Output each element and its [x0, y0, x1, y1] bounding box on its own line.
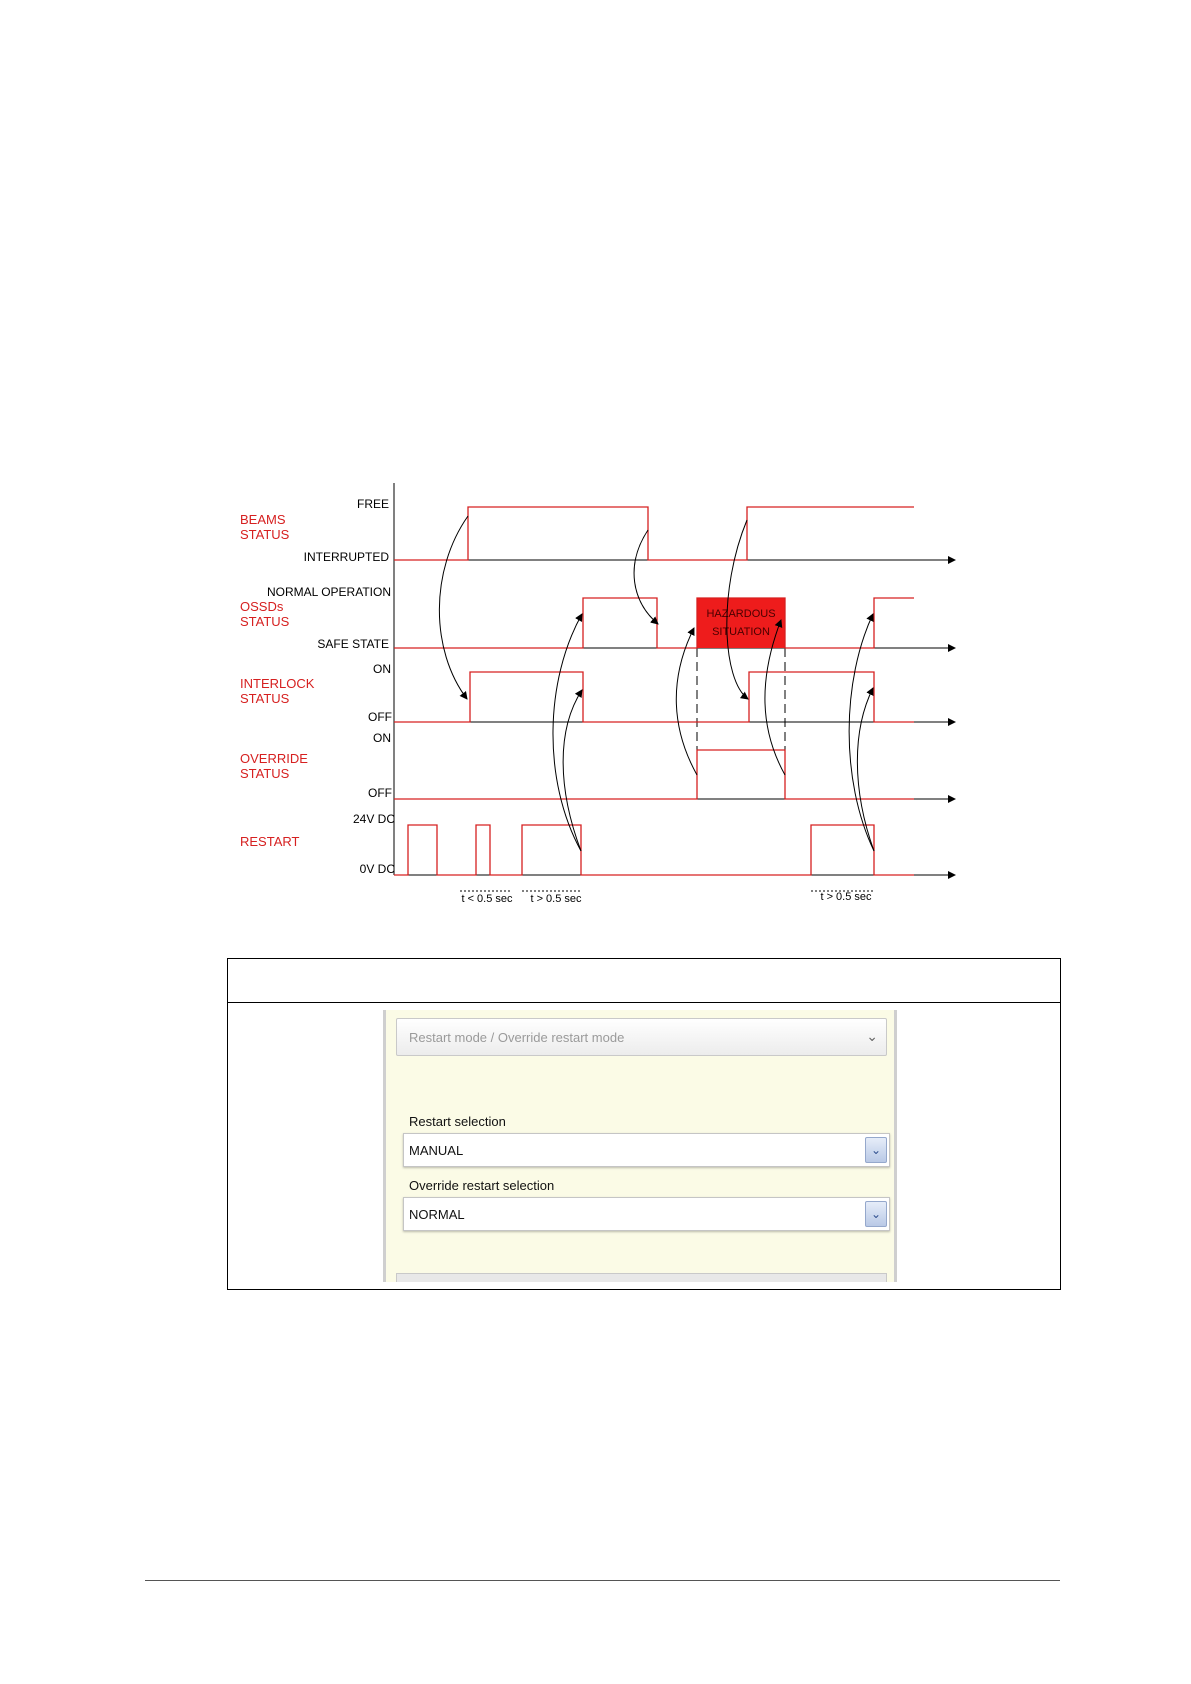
restart-config-panel	[383, 1010, 897, 1282]
restart-name: RESTART	[240, 834, 300, 849]
arrow-beams-to-interlock	[439, 516, 468, 699]
interlock-high-label: ON	[373, 662, 391, 676]
interlock-low-label: OFF	[368, 710, 392, 724]
config-table-header-row	[228, 959, 1060, 1003]
chevron-down-icon[interactable]: ⌄	[866, 1028, 878, 1044]
chevron-down-icon[interactable]: ⌄	[865, 1201, 887, 1227]
arrow-restart-to-ossds-1	[553, 614, 582, 851]
chevron-down-icon[interactable]: ⌄	[865, 1137, 887, 1163]
config-table	[227, 958, 1061, 1290]
beams-waveform	[394, 507, 914, 560]
hazard-block	[697, 598, 785, 648]
restart-selection-label: Restart selection	[409, 1114, 506, 1129]
hazard-label-line1: HAZARDOUS	[706, 608, 776, 620]
beams-name-line1: BEAMS	[240, 512, 286, 527]
restart-selection-value: MANUAL	[409, 1143, 464, 1158]
hazard-label-line2: SITUATION	[712, 626, 770, 638]
arrow-restart-to-interlock-2	[857, 688, 874, 851]
override-restart-selection-value: NORMAL	[409, 1207, 465, 1222]
interlock-name-line1: INTERLOCK	[240, 676, 315, 691]
arrow-restart-to-ossds-2	[849, 614, 874, 851]
ossds-name-line1: OSSDs	[240, 599, 284, 614]
override-high-label: ON	[373, 731, 391, 745]
page-footer-rule	[145, 1580, 1060, 1581]
ossds-waveform	[394, 598, 914, 648]
ossds-high-label: NORMAL OPERATION	[266, 585, 391, 599]
arrow-restart-to-interlock-1	[563, 690, 582, 851]
beams-name-line2: STATUS	[240, 527, 290, 542]
timing-note-3: t > 0.5 sec	[820, 891, 872, 903]
override-name-line1: OVERRIDE	[240, 751, 308, 766]
arrow-beams-to-ossds	[634, 530, 658, 624]
override-low-label: OFF	[368, 786, 392, 800]
ossds-name-line2: STATUS	[240, 614, 290, 629]
override-name-line2: STATUS	[240, 766, 290, 781]
override-restart-selection-dropdown[interactable]	[403, 1197, 890, 1231]
interlock-waveform	[394, 672, 914, 722]
beams-high-label: FREE	[356, 497, 389, 511]
restart-low-label: 0V DC	[359, 862, 395, 876]
override-waveform	[394, 750, 914, 799]
timing-note-2: t > 0.5 sec	[530, 893, 582, 905]
interlock-name-line2: STATUS	[240, 691, 290, 706]
restart-high-label: 24V DC	[352, 812, 395, 826]
restart-mode-section-title: Restart mode / Override restart mode	[409, 1030, 625, 1045]
restart-selection-dropdown[interactable]	[403, 1133, 890, 1167]
restart-waveform	[394, 825, 914, 875]
next-section-header[interactable]	[396, 1273, 887, 1282]
timing-note-1: t < 0.5 sec	[461, 893, 513, 905]
beams-low-label: INTERRUPTED	[303, 550, 389, 564]
restart-mode-section-header[interactable]	[396, 1018, 887, 1056]
ossds-low-label: SAFE STATE	[317, 637, 389, 651]
override-restart-selection-label: Override restart selection	[409, 1178, 555, 1193]
arrow-override-to-ossds	[676, 628, 697, 775]
